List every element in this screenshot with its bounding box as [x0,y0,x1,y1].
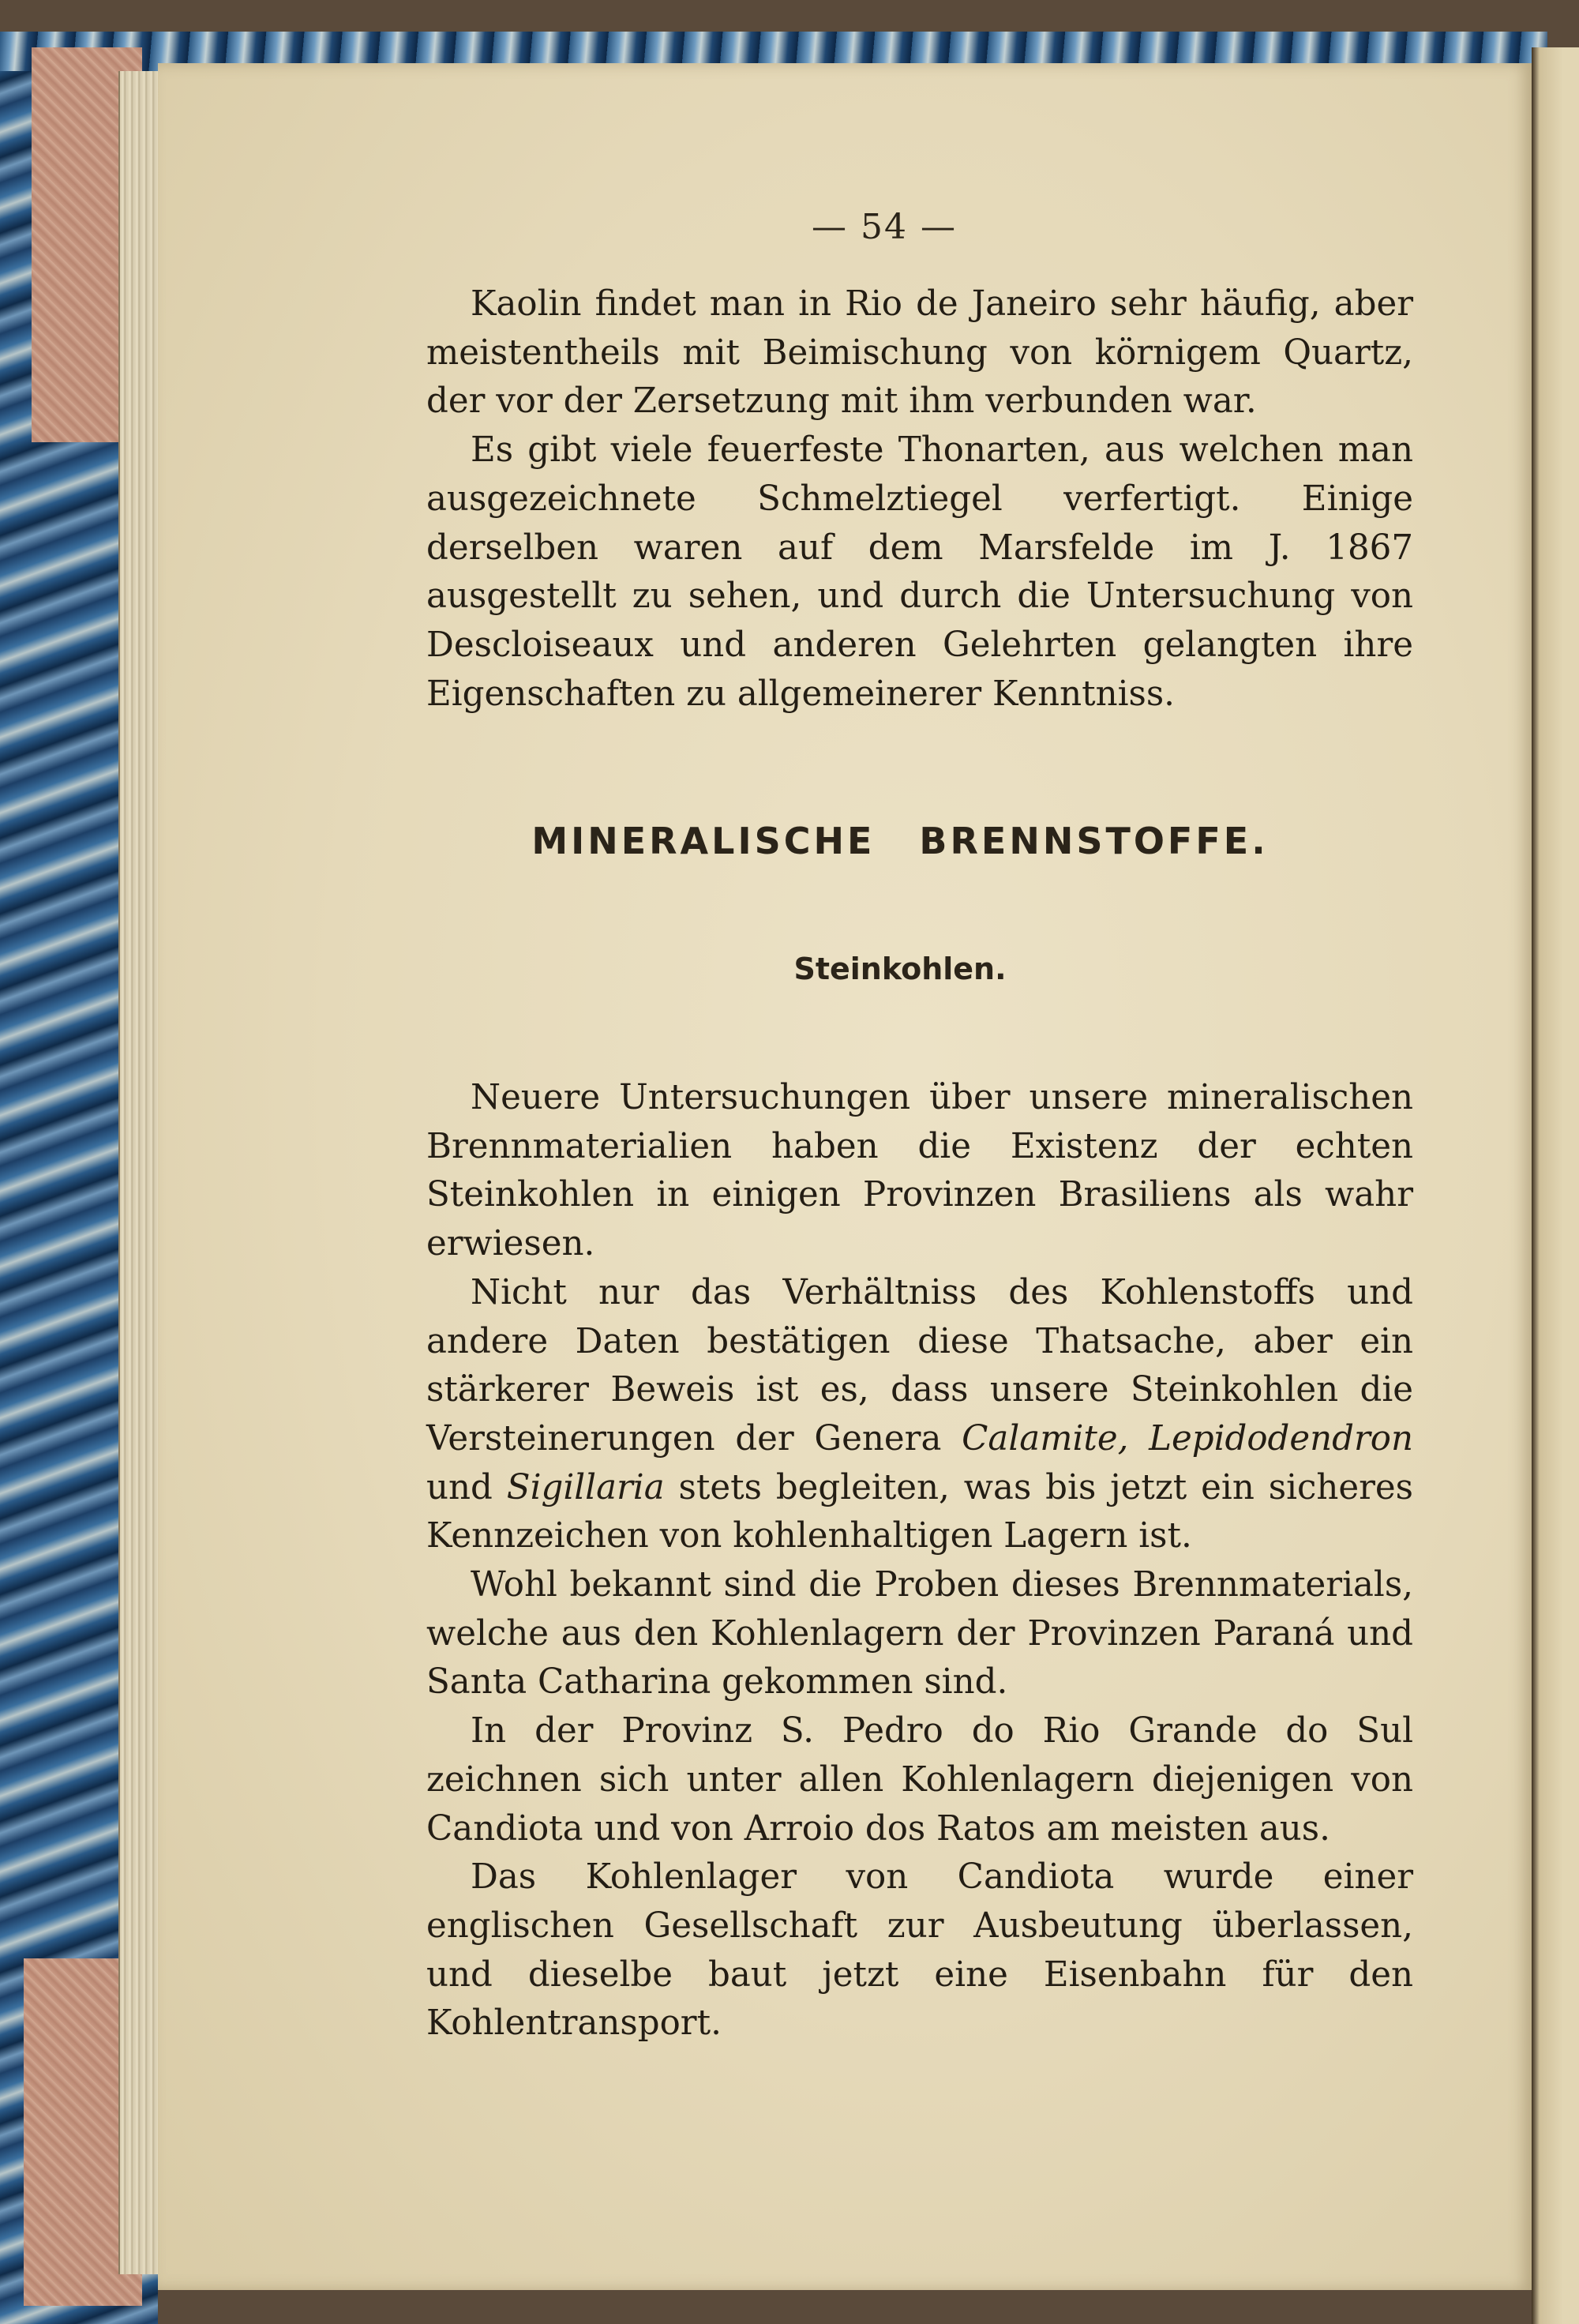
genus-name: Calamite, [962,1418,1129,1459]
text-span: und [426,1467,507,1507]
paragraph [426,1269,1413,1561]
facing-page-edge [1532,47,1579,2324]
text-span: stets begleiten, was bis jetzt ein sicheres Kennzeichen von kohlenhaltigen Lagern ist. [426,1467,1413,1556]
genus-name: Lepidodendron [1149,1418,1413,1459]
paragraph: Kaolin findet man in Rio de Janeiro sehr häufig, aber meistentheils mit Beimischung von körnigem Quartz, der vor der Zersetzung mit ihm verbunden war. [426,284,1413,422]
paragraph: Wohl bekannt sind die Proben dieses Brennmaterials, welche aus den Kohlenlagern der Provinzen Paraná und Santa Catharina gekommen sind. [426,1565,1413,1703]
paragraph: Das Kohlenlager von Candiota wurde einer englischen Gesellschaft zur Ausbeutung überlassen, und dieselbe baut jetzt eine Eisenbahn für den Kohlentransport. [426,1857,1413,2044]
paragraph: In der Provinz S. Pedro do Rio Grande do Sul zeichnen sich unter allen Kohlenlagern diejenigen von Candiota und von Arroio dos Ratos am meisten aus. [426,1711,1413,1849]
subsection-title: Steinkohlen. [793,952,1007,986]
text-span: Nicht nur das Verhältniss des Kohlenstoffs und andere Daten bestätigen diese Thatsache, aber ein stärkerer Beweis ist es, dass unsere Steinkohlen die Versteinerungen der Genera [426,1272,1413,1459]
genus-name: Sigillaria [506,1467,665,1507]
section-title: MINERALISCHE BRENNSTOFFE. [531,820,1269,862]
paragraph: Neuere Untersuchungen über unsere mineralischen Brennmaterialien haben die Existenz der echten Steinkohlen in einigen Provinzen Brasiliens als wahr erwiesen. [426,1078,1413,1264]
paragraph: Es gibt viele feuerfeste Thonarten, aus welchen man ausgezeichnete Schmelztiegel verfertigt. Einige derselben waren auf dem Marsfelde im J. 1867 ausgestellt zu sehen, und durch die Untersuchung von Descloiseaux und anderen Gelehrten gelangten ihre Eigenschaften zu allgemeinerer Kenntniss. [426,430,1413,714]
page-number: — 54 — [812,207,957,247]
text-block-kaolin [426,280,1413,719]
text-block-steinkohlen [426,1074,1413,2048]
